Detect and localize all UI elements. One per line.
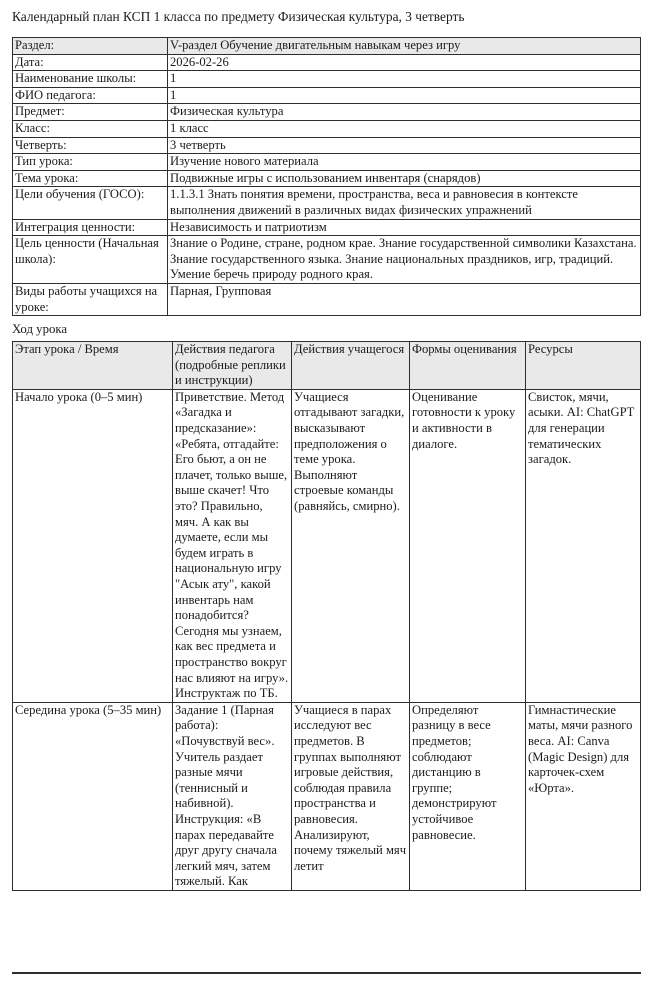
lesson-table-header-row: [13, 342, 641, 390]
info-value: 1: [168, 71, 641, 88]
info-row-date: [13, 54, 641, 71]
header-resources: Ресурсы: [526, 342, 641, 390]
stage-cell: Середина урока (5–35 мин): [13, 702, 173, 890]
info-value: 1 класс: [168, 120, 641, 137]
lesson-info-table: [12, 37, 641, 316]
info-value: 3 четверть: [168, 137, 641, 154]
info-value: V-раздел Обучение двигательным навыкам через игру: [168, 38, 641, 55]
teacher-actions-cell: Приветствие. Метод «Загадка и предсказание»: «Ребята, отгадайте: Его бьют, а он не плачет, только выше, выше скачет! Что это? Правильно, мяч. А как вы думаете, если мы будем играть в национальную игру "Асык ату", какой инвентарь нам понадобится? Сегодня мы узнаем, как вес предмета и пространство вокруг нас влияют на игру». Инструктаж по ТБ.: [173, 389, 292, 702]
info-label: Класс:: [13, 120, 168, 137]
lesson-row-start: [13, 389, 641, 702]
info-value: Знание о Родине, стране, родном крае. Знание государственной символики Казахстана. Знание государственного языка. Знание национальных праздников, игр, традиций. Умение беречь природу родного края.: [168, 236, 641, 284]
info-value: 2026-02-26: [168, 54, 641, 71]
info-label: Цель ценности (Начальная школа):: [13, 236, 168, 284]
info-row-subject: [13, 104, 641, 121]
stage-cell: Начало урока (0–5 мин): [13, 389, 173, 702]
header-stage: Этап урока / Время: [13, 342, 173, 390]
assessment-cell: Оценивание готовности к уроку и активности в диалоге.: [410, 389, 526, 702]
section-heading: Ход урока: [12, 322, 68, 337]
document-title: Календарный план КСП 1 класса по предмету Физическая культура, 3 четверть: [12, 9, 465, 24]
info-label: Дата:: [13, 54, 168, 71]
info-label: ФИО педагога:: [13, 87, 168, 104]
info-row-lesson-topic: [13, 170, 641, 187]
info-row-learning-goals: [13, 187, 641, 219]
info-label: Тип урока:: [13, 154, 168, 171]
info-value: Физическая культура: [168, 104, 641, 121]
lesson-flow-table: [12, 341, 641, 891]
resources-cell: Свисток, мячи, асыки. AI: ChatGPT для генерации тематических загадок.: [526, 389, 641, 702]
info-value: Изучение нового материала: [168, 154, 641, 171]
info-label: Раздел:: [13, 38, 168, 55]
info-row-teacher-name: [13, 87, 641, 104]
info-label: Четверть:: [13, 137, 168, 154]
info-label: Предмет:: [13, 104, 168, 121]
info-value: Подвижные игры с использованием инвентаря (снарядов): [168, 170, 641, 187]
resources-cell: Гимнастические маты, мячи разного веса. AI: Canva (Magic Design) для карточек-схем «Юрта».: [526, 702, 641, 890]
info-value: 1: [168, 87, 641, 104]
info-value: Независимость и патриотизм: [168, 219, 641, 236]
info-label: Тема урока:: [13, 170, 168, 187]
info-label: Виды работы учащихся на уроке:: [13, 283, 168, 315]
info-row-quarter: [13, 137, 641, 154]
info-row-section: [13, 38, 641, 55]
page-bottom-whitespace: [0, 974, 651, 985]
info-label: Цели обучения (ГОСО):: [13, 187, 168, 219]
assessment-cell: Определяют разницу в весе предметов; соблюдают дистанцию в группе; демонстрируют устойчивое равновесие.: [410, 702, 526, 890]
info-row-values-integration: [13, 219, 641, 236]
student-actions-cell: Учащиеся отгадывают загадки, высказывают предположения о теме урока. Выполняют строевые команды (равняйсь, смирно).: [292, 389, 410, 702]
info-row-values-goal: [13, 236, 641, 284]
info-row-class: [13, 120, 641, 137]
info-label: Интеграция ценности:: [13, 219, 168, 236]
header-student-actions: Действия учащегося: [292, 342, 410, 390]
header-teacher-actions: Действия педагога (подробные реплики и инструкции): [173, 342, 292, 390]
lesson-row-middle: [13, 702, 641, 890]
info-value: Парная, Групповая: [168, 283, 641, 315]
info-label: Наименование школы:: [13, 71, 168, 88]
header-assessment: Формы оценивания: [410, 342, 526, 390]
info-row-lesson-type: [13, 154, 641, 171]
page-cut-border: [12, 972, 641, 974]
teacher-actions-cell: Задание 1 (Парная работа): «Почувствуй вес». Учитель раздает разные мячи (теннисный и набивной). Инструкция: «В парах передавайте друг другу сначала легкий мяч, затем тяжелый. Как: [173, 702, 292, 890]
info-value: 1.1.3.1 Знать понятия времени, пространства, веса и равновесия в контексте выполнения движений в различных видах физических упражнений: [168, 187, 641, 219]
info-row-work-types: [13, 283, 641, 315]
info-row-school: [13, 71, 641, 88]
student-actions-cell: Учащиеся в парах исследуют вес предметов. В группах выполняют игровые действия, соблюдая правила пространства и равновесия. Анализируют, почему тяжелый мяч летит: [292, 702, 410, 890]
